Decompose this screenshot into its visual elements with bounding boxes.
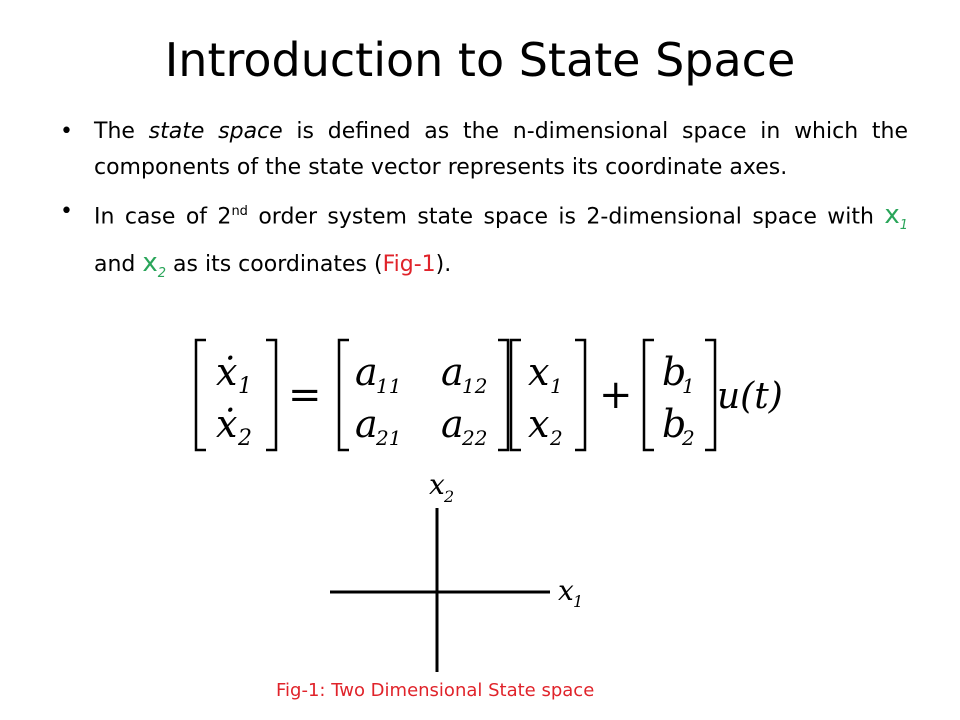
bracket-right — [705, 340, 715, 450]
bullet-text: as its coordinates ( — [166, 251, 383, 277]
bullet-text: The — [94, 119, 149, 144]
bullet-text: ). — [435, 251, 452, 277]
bracket-right — [498, 340, 508, 450]
matrix-a-entry: a — [441, 402, 464, 446]
state-vector-entry: x — [528, 350, 550, 394]
bracket-left — [644, 340, 654, 450]
state-vector-entry: x — [528, 402, 550, 446]
lhs-sub: 1 — [238, 374, 252, 399]
bullet-dot: • — [60, 199, 73, 224]
bracket-left — [511, 340, 521, 450]
matrix-a-entry: a — [355, 402, 378, 446]
input-vector-sub: 1 — [682, 374, 695, 398]
lhs-sub: 2 — [238, 426, 252, 451]
plus-sign: + — [599, 372, 633, 418]
equals-sign: = — [288, 372, 322, 418]
x2-axis-label: x — [429, 468, 445, 501]
matrix-a-sub: 11 — [376, 374, 402, 398]
matrix-a-sub: 12 — [462, 374, 488, 398]
bullet-text: order system state space is 2-dimensional space with — [247, 204, 885, 230]
bullet-text: and — [94, 251, 143, 277]
state-vector-sub: 1 — [550, 374, 563, 398]
bullet-text: is defined as the n-dimensional space in which the components of the state vector represents its coordinate axes. — [94, 119, 908, 180]
matrix-a-sub: 21 — [376, 426, 402, 450]
x1-axis-sub: 1 — [573, 592, 584, 611]
ordinal-superscript: nd — [231, 204, 248, 219]
matrix-a-entry: a — [355, 350, 378, 394]
slide-title: Introduction to State Space — [164, 33, 796, 87]
bracket-right — [266, 340, 276, 450]
variable-x1: $x_1$ — [884, 200, 909, 234]
bullet-dot: • — [60, 119, 73, 144]
input-vector-entry: b — [662, 402, 687, 446]
bracket-right — [575, 340, 585, 450]
input-vector-sub: 2 — [682, 426, 695, 450]
bracket-left — [196, 340, 206, 450]
variable-x2: $x_2$ — [142, 247, 167, 281]
state-vector-sub: 2 — [550, 426, 563, 450]
x1-axis-label: x — [558, 574, 574, 607]
matrix-a-sub: 22 — [462, 426, 488, 450]
input-signal: u(t) — [717, 376, 783, 417]
input-vector-entry: b — [662, 350, 687, 394]
lhs-x-dot: ẋ — [216, 402, 238, 446]
x2-axis-sub: 2 — [444, 487, 455, 506]
bullet-text: In case of 2 — [94, 204, 232, 230]
bracket-left — [339, 340, 349, 450]
matrix-a-entry: a — [441, 350, 464, 394]
emphasis-state-space: state space — [148, 119, 283, 144]
figure-caption: Fig-1: Two Dimensional State space — [276, 680, 595, 701]
figure-reference: Fig-1 — [382, 251, 436, 277]
lhs-x-dot: ẋ — [216, 350, 238, 394]
